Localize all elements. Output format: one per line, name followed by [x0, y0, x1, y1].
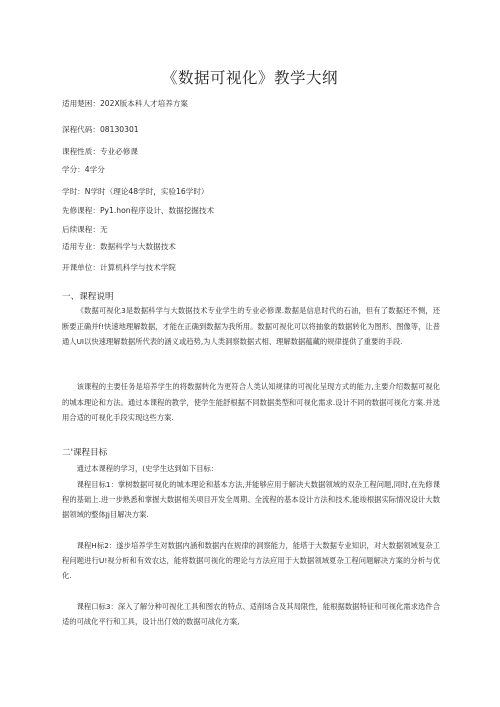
section-paragraph: 课程口标3：深入了解分种可视化工具和图农的特点、适削场合及其局限性，能根据数据特征和可视化需求选件合适的可战化平行和工具，设计出仃效的数据可战化方案,	[62, 602, 440, 627]
meta-row	[62, 224, 108, 235]
meta-row	[62, 164, 105, 175]
meta-value: 08130301	[99, 125, 139, 134]
section-paragraph: 课程目标1：掌树数据可视化的城本理论和基本方法,并能够应用于解决大数据领域的双杂工程问题,同时,在先修课程的基础上.进一步熟悉和掌握大数据相关项目开发全周期、全流程的基本设计方法和技术,能竣根据实际情况设计大数据领域的整体Jj目解决方案.	[62, 480, 440, 520]
section-paragraph: 《数据可视化3是数据科学与大数据技术专业学生的专业必修课.数据是信息时代的石油，但有了数据还不恻，还断要正确并f!快速地理解数据，才能在正确到数据为我所用。数据可视化可以将抽象的数据转化为图形、图像等，让普通人UI以快速理解数据所代表的涵义或趋势,为人类洞察数据式相、理解数据蕴藏的规律提供了重要的手段.	[62, 306, 440, 346]
meta-value: N学时（理论48学时，实验16学时）	[84, 187, 209, 196]
page-title: 《数据可视化》教学大纲	[161, 69, 338, 87]
section-paragraph: 通过本课程的学习，(史学生达到如下目标：	[76, 464, 219, 473]
meta-row	[62, 241, 176, 252]
meta-key: 后续课程：	[62, 225, 100, 234]
meta-value: Py1.hon程序设计、数据挖掘技术	[99, 206, 215, 215]
meta-row	[62, 262, 176, 273]
meta-value: 专业必修课	[99, 147, 138, 156]
meta-value: 无	[99, 225, 108, 234]
section-heading-course-objectives: 二'课程目标	[62, 448, 108, 458]
meta-key: 学时：	[62, 187, 85, 196]
meta-row	[62, 186, 209, 197]
meta-key: 开课单位：	[62, 263, 100, 272]
meta-row	[62, 146, 138, 157]
meta-key: 深程代码：	[62, 125, 100, 134]
meta-value: 4学分	[84, 165, 105, 174]
meta-key: 先修课程：	[62, 206, 100, 215]
section-heading-course-description: 一、课程说明	[62, 292, 114, 302]
meta-key: 适用专业：	[62, 242, 100, 251]
meta-value: 计算机科学与技术学院	[99, 263, 176, 272]
meta-row	[62, 205, 214, 216]
meta-row	[62, 124, 139, 135]
meta-value: 202X版本科人才培养方案	[99, 99, 189, 108]
section-paragraph: 该课程的主要任务是培养学生的将数据转化为更符合人类认知规律的可视化呈现方式的能力,主要介绍数据可视化的城本理论和方法。通过本课程的教学，使学生能舒根据不同数据类型和可视化需求.设计不同的数据可视化方案.并选用合适的可视化手段实现这些方案.	[62, 382, 440, 422]
meta-key: 学分：	[62, 165, 85, 174]
meta-key: 课程性质：	[62, 147, 100, 156]
meta-row	[62, 98, 188, 109]
section-paragraph: 课程H标2：遂步培养学生对数据内涵和数据内在规律的洞察能力，能塔于大数据专业知识，对大数据领域复杂工程问题进行U!视分析和有效农达，能将数据可视化的理论与方法应用于大数据领域夏杂工程问题解决方案的分析与优化.	[62, 541, 440, 581]
meta-key: 适用楚困：	[62, 99, 100, 108]
meta-value: 数据科学与大数据技术	[99, 242, 176, 251]
